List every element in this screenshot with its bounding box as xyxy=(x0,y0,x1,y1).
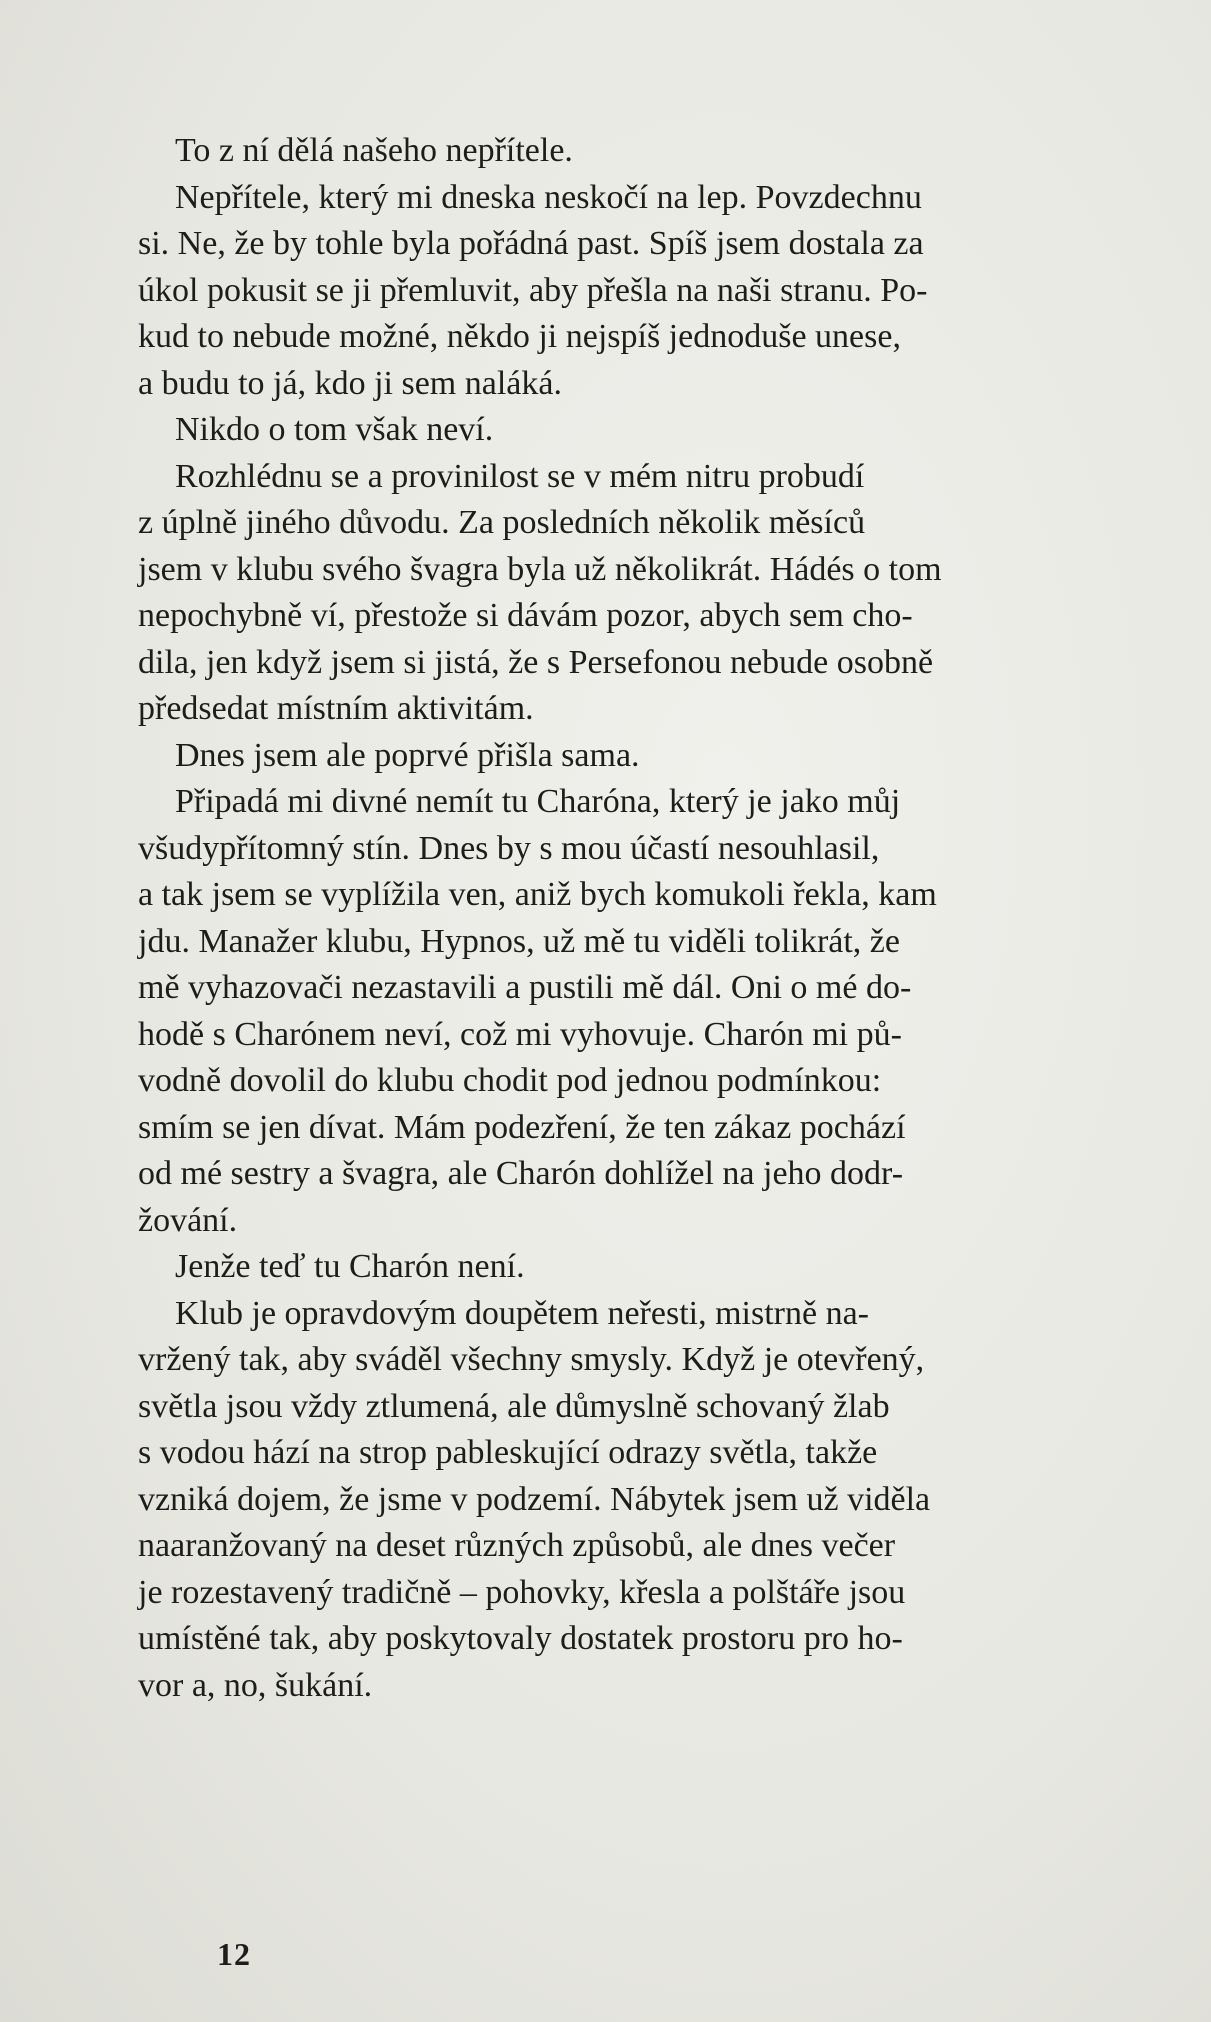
text-line: světla jsou vždy ztlumená, ale důmyslně schovaný žlab xyxy=(138,1387,890,1425)
text-line: hodě s Charónem neví, což mi vyhovuje. Charón mi pů- xyxy=(138,1015,902,1053)
text-line: Klub je opravdovým doupětem neřesti, mistrně na- xyxy=(175,1294,869,1332)
text-line: To z ní dělá našeho nepřítele. xyxy=(175,132,573,169)
text-line: si. Ne, že by tohle byla pořádná past. Spíš jsem dostala za xyxy=(138,225,924,262)
text-line: Jenže teď tu Charón není. xyxy=(175,1248,525,1285)
text-line: Dnes jsem ale poprvé přišla sama. xyxy=(175,736,640,774)
page-number: 12 xyxy=(217,1936,251,1972)
text-line: vržený tak, aby sváděl všechny smysly. Když je otevřený, xyxy=(138,1341,925,1378)
text-line: všudypřítomný stín. Dnes by s mou účastí nesouhlasil, xyxy=(138,829,880,867)
text-line: naaranžovaný na deset různých způsobů, ale dnes večer xyxy=(138,1527,896,1564)
text-line: kud to nebude možné, někdo ji nejspíš jednoduše unese, xyxy=(138,318,901,355)
text-line: nepochybně ví, přestože si dávám pozor, abych sem cho- xyxy=(138,597,913,634)
text-line: Připadá mi divné nemít tu Charóna, který je jako můj xyxy=(175,783,901,820)
text-line: vor a, no, šukání. xyxy=(138,1666,373,1704)
text-line: Nepřítele, který mi dneska neskočí na lep. Povzdechnu xyxy=(175,178,922,216)
text-line: Nikdo o tom však neví. xyxy=(175,411,494,448)
text-line: úkol pokusit se ji přemluvit, aby přešla na naši stranu. Po- xyxy=(138,271,928,309)
text-line: vodně dovolil do klubu chodit pod jednou podmínkou: xyxy=(138,1062,882,1099)
text-line: z úplně jiného důvodu. Za posledních několik měsíců xyxy=(138,504,866,541)
text-line: vzniká dojem, že jsme v podzemí. Nábytek jsem už viděla xyxy=(138,1480,931,1518)
text-line: a tak jsem se vyplížila ven, aniž bych komukoli řekla, kam xyxy=(138,876,937,913)
text-line: smím se jen dívat. Mám podezření, že ten zákaz pochází xyxy=(138,1108,906,1146)
text-line: jsem v klubu svého švagra byla už několikrát. Hádés o tom xyxy=(138,550,942,588)
text-line: mě vyhazovači nezastavili a pustili mě dál. Oni o mé do- xyxy=(138,969,912,1006)
text-line: od mé sestry a švagra, ale Charón dohlížel na jeho dodr- xyxy=(138,1155,904,1192)
text-line: jdu. Manažer klubu, Hypnos, už mě tu viděli tolikrát, že xyxy=(138,922,900,960)
body-text xyxy=(138,128,1075,1709)
text-line: předsedat místním aktivitám. xyxy=(138,690,534,727)
text-line: a budu to já, kdo ji sem naláká. xyxy=(138,364,562,402)
text-line: Rozhlédnu se a provinilost se v mém nitru probudí xyxy=(175,457,865,495)
text-line: je rozestavený tradičně – pohovky, křesla a polštáře jsou xyxy=(138,1573,906,1611)
text-line: umístěné tak, aby poskytovaly dostatek prostoru pro ho- xyxy=(138,1620,903,1657)
text-line: dila, jen když jsem si jistá, že s Persefonou nebude osobně xyxy=(138,643,934,681)
text-line: žování. xyxy=(138,1201,238,1239)
text-line: s vodou hází na strop pableskující odrazy světla, takže xyxy=(138,1434,878,1471)
